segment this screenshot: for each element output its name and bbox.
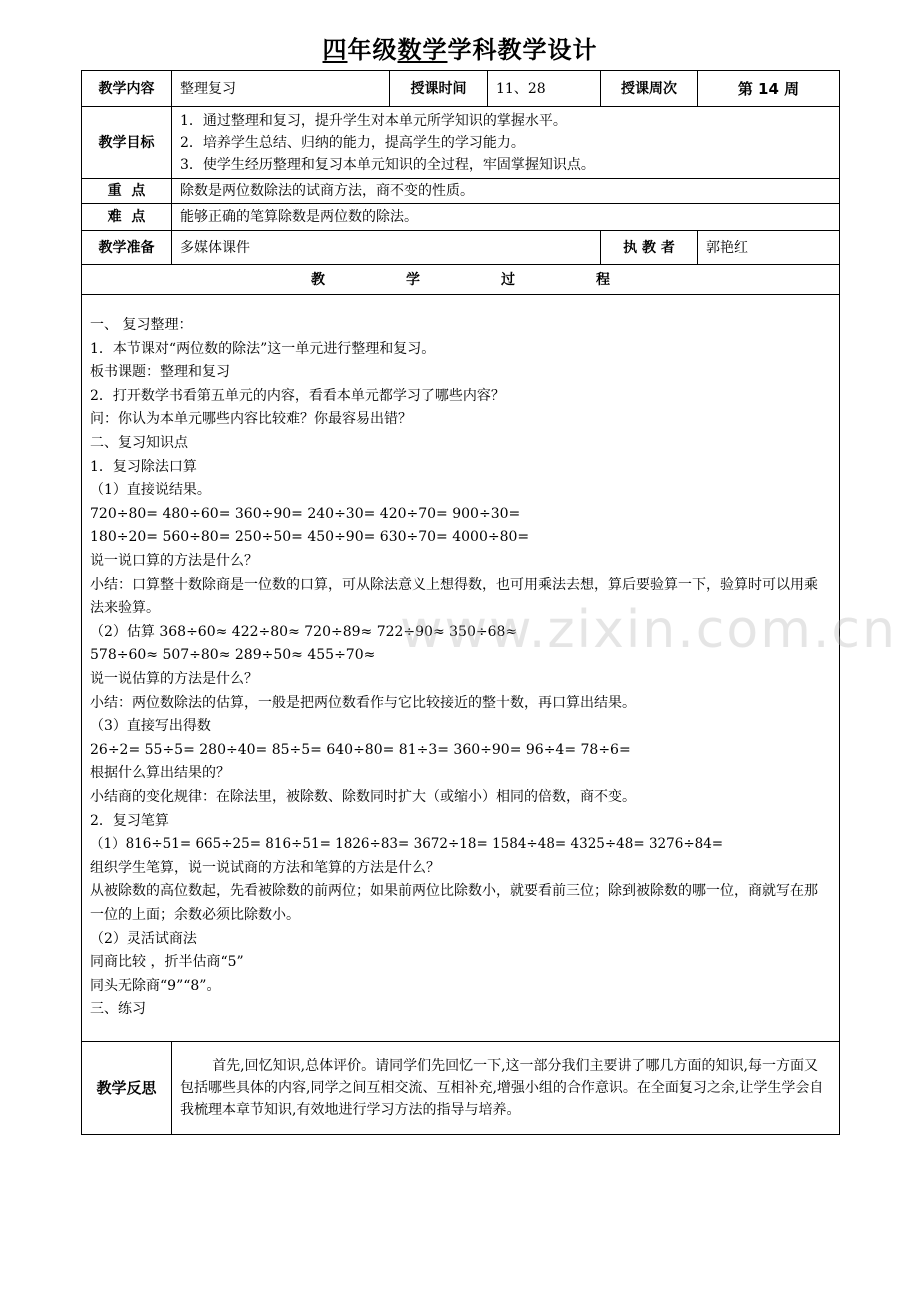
process-line: 同头无除商“9”“8”。 (90, 977, 221, 994)
title-part-design: 学科教学设计 (447, 36, 598, 64)
process-heading-char: 程 (596, 271, 610, 288)
key-point-row (82, 179, 840, 204)
goals-label: 教学目标 (82, 107, 172, 179)
difficulty-row (82, 204, 840, 231)
prep-value: 多媒体课件 (172, 231, 601, 265)
week-value: 第 14 周 (698, 71, 840, 107)
time-value: 11、28 (488, 71, 601, 107)
process-line: 1．本节课对“两位数的除法”这一单元进行整理和复习。 (90, 340, 436, 357)
watermark: www.zixin.com.cn (400, 600, 897, 660)
process-line: （2）估算 368÷60≈ 422÷80≈ 720÷89≈ 722÷90≈ 350÷68≈ (90, 623, 518, 640)
process-line: 说一说估算的方法是什么？ (90, 671, 258, 687)
process-line: 一、 复习整理： (90, 317, 193, 334)
goals-list (172, 107, 840, 179)
process-line: 组织学生笔算，说一说试商的方法和笔算的方法是什么？ (90, 859, 440, 876)
process-line: 180÷20= 560÷80= 250÷50= 450÷90= 630÷70= 4000÷80= (90, 529, 530, 546)
process-line: 2．打开数学书看第五单元的内容，看看本单元都学习了哪些内容？ (90, 387, 505, 404)
process-line: 根据什么算出结果的？ (90, 765, 230, 782)
key-point-label: 重 点 (82, 179, 172, 204)
process-line: 同商比较 ，折半估商“5” (90, 954, 244, 971)
process-line: 二、复习知识点 (90, 435, 188, 452)
prep-row (82, 231, 840, 265)
teacher-value: 郭艳红 (698, 231, 840, 265)
reflection-row (82, 1042, 840, 1135)
process-line: 2．复习笔算 (90, 812, 169, 829)
process-heading (82, 265, 840, 295)
process-line: 板书课题：整理和复习 (90, 364, 230, 381)
title-part-subject: 数学 (397, 36, 448, 64)
lesson-plan-table (81, 70, 840, 1135)
goal-item: 3．使学生经历整理和复习本单元知识的全过程，牢固掌握知识点。 (180, 156, 595, 173)
goals-row (82, 107, 840, 179)
process-line: 小结商的变化规律：在除法里，被除数、除数同时扩大（或缩小）相同的倍数，商不变。 (90, 788, 636, 805)
process-body-row (82, 295, 840, 1042)
process-line: 26÷2= 55÷5= 280÷40= 85÷5= 640÷80= 81÷3= 360÷90= 96÷4= 78÷6= (90, 741, 631, 758)
process-body (82, 295, 840, 1042)
key-point-value: 除数是两位数除法的试商方法，商不变的性质。 (172, 179, 840, 204)
goal-item: 2．培养学生总结、归纳的能力，提高学生的学习能力。 (180, 134, 525, 151)
header-row (82, 71, 840, 107)
prep-label: 教学准备 (82, 231, 172, 265)
process-line: 问：你认为本单元哪些内容比较难？你最容易出错？ (90, 411, 412, 428)
content-label: 教学内容 (82, 71, 172, 107)
process-line: 从被除数的高位数起，先看被除数的前两位；如果前两位比除数小，就要看前三位；除到被除数的哪一位，商就写在那一位的上面；余数必须比除数小。 (90, 883, 818, 923)
teacher-label: 执 教 者 (601, 231, 698, 265)
process-line: 小结：口算整十数除商是一位数的口算，可从除法意义上想得数，也可用乘法去想，算后要验算一下，验算时可以用乘法来验算。 (90, 576, 818, 617)
process-line: 说一说口算的方法是什么？ (90, 553, 258, 570)
process-heading-char: 学 (406, 271, 420, 288)
content-value: 整理复习 (172, 71, 390, 107)
difficulty-label: 难 点 (82, 204, 172, 231)
process-line: 720÷80= 480÷60= 360÷90= 240÷30= 420÷70= 900÷30= (90, 505, 521, 522)
reflection-label: 教学反思 (82, 1042, 172, 1135)
reflection-text: 首先,回忆知识,总体评价。请同学们先回忆一下,这一部分我们主要讲了哪几方面的知识,每一方面又包括哪些具体的内容,同学之间互相交流、互相补充,增强小组的合作意识。在全面复习之余,让学生学会自我梳理本章节知识,有效地进行学习方法的指导与培养。 (172, 1042, 840, 1135)
time-label: 授课时间 (390, 71, 488, 107)
process-line: 小结：两位数除法的估算，一般是把两位数看作与它比较接近的整十数，再口算出结果。 (90, 694, 636, 711)
title-part-grade-number: 四 (322, 36, 348, 64)
process-line: 三、练习 (90, 1001, 146, 1018)
process-line: （2）灵活试商法 (90, 930, 197, 947)
page-title (0, 30, 920, 65)
goal-item: 1．通过整理和复习，提升学生对本单元所学知识的掌握水平。 (180, 112, 567, 129)
difficulty-value: 能够正确的笔算除数是两位数的除法。 (172, 204, 840, 231)
process-line: （1）816÷51= 665÷25= 816÷51= 1826÷83= 3672÷18= 1584÷48= 4325÷48= 3276÷84= (90, 836, 724, 853)
process-line: （3）直接写出得数 (90, 718, 211, 735)
process-heading-row (82, 265, 840, 295)
process-line: 1．复习除法口算 (90, 458, 197, 475)
process-line: （1）直接说结果。 (90, 482, 211, 499)
process-heading-char: 教 (311, 271, 325, 288)
title-part-grade: 年级 (347, 36, 398, 64)
week-label: 授课周次 (601, 71, 698, 107)
process-line: 578÷60≈ 507÷80≈ 289÷50≈ 455÷70≈ (90, 647, 376, 664)
process-heading-char: 过 (501, 271, 515, 288)
